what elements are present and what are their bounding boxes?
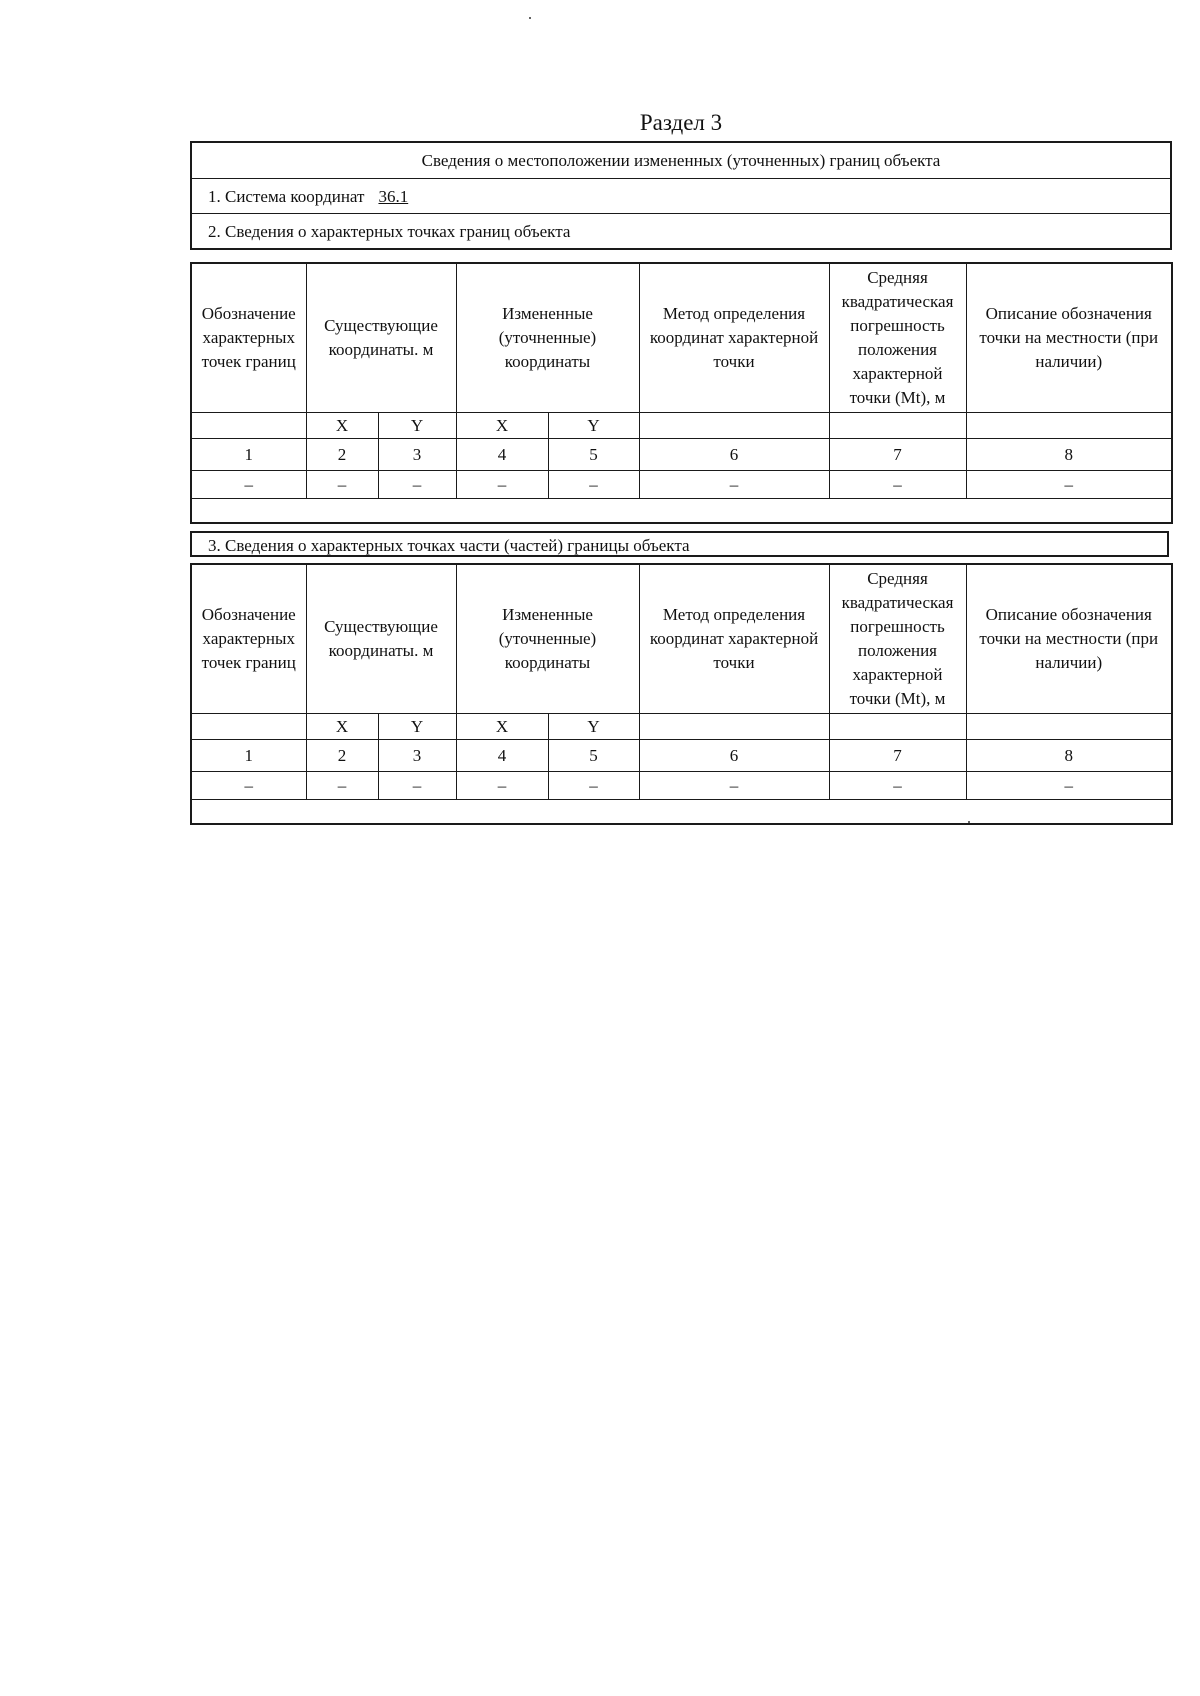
dash-cell: – bbox=[829, 772, 966, 800]
empty-cell bbox=[639, 714, 829, 740]
column-number: 2 bbox=[306, 740, 378, 772]
dash-cell: – bbox=[378, 772, 456, 800]
empty-cell bbox=[829, 413, 966, 439]
empty-cell bbox=[829, 714, 966, 740]
col-description: Описание обозначения точки на местности (при наличии) bbox=[966, 564, 1172, 714]
dash-cell: – bbox=[966, 471, 1172, 499]
empty-cell bbox=[639, 413, 829, 439]
column-numbers-row bbox=[191, 439, 1172, 471]
column-number: 8 bbox=[966, 439, 1172, 471]
column-number: 3 bbox=[378, 740, 456, 772]
y-label: Y bbox=[378, 413, 456, 439]
header-row bbox=[191, 564, 1172, 714]
x-label: X bbox=[456, 714, 548, 740]
data-row bbox=[191, 471, 1172, 499]
column-number: 1 bbox=[191, 439, 306, 471]
dash-cell: – bbox=[191, 471, 306, 499]
column-number: 4 bbox=[456, 439, 548, 471]
column-number: 3 bbox=[378, 439, 456, 471]
col-method: Метод определения координат характерной точки bbox=[639, 263, 829, 413]
col-error: Средняя квадратическая погрешность положения характерной точки (Mt), м bbox=[829, 564, 966, 714]
col-changed-coords: Измененные (уточненные) координаты bbox=[456, 263, 639, 413]
header-title: Сведения о местоположении измененных (уточненных) границ объекта bbox=[421, 151, 941, 170]
points-label: 2. Сведения о характерных точках границ объекта bbox=[192, 213, 1170, 248]
col-existing-coords: Существующие координаты. м bbox=[306, 564, 456, 714]
dash-cell: – bbox=[306, 471, 378, 499]
col-description: Описание обозначения точки на местности (при наличии) bbox=[966, 263, 1172, 413]
column-number: 5 bbox=[548, 439, 639, 471]
dash-cell: – bbox=[639, 471, 829, 499]
blank-cell bbox=[191, 800, 1172, 825]
column-number: 2 bbox=[306, 439, 378, 471]
xy-row bbox=[191, 413, 1172, 439]
dash-cell: – bbox=[639, 772, 829, 800]
col-method: Метод определения координат характерной точки bbox=[639, 564, 829, 714]
scan-speck bbox=[529, 17, 531, 19]
col-point-designation: Обозначение характерных точек границ bbox=[191, 263, 306, 413]
header-row bbox=[191, 263, 1172, 413]
col-point-designation: Обозначение характерных точек границ bbox=[191, 564, 306, 714]
col-existing-coords: Существующие координаты. м bbox=[306, 263, 456, 413]
column-numbers-row bbox=[191, 740, 1172, 772]
y-label: Y bbox=[548, 714, 639, 740]
section-title: Раздел 3 bbox=[639, 110, 723, 135]
column-number: 6 bbox=[639, 740, 829, 772]
column-number: 1 bbox=[191, 740, 306, 772]
empty-cell bbox=[966, 714, 1172, 740]
data-row bbox=[191, 772, 1172, 800]
column-number: 8 bbox=[966, 740, 1172, 772]
dash-cell: – bbox=[306, 772, 378, 800]
dash-cell: – bbox=[966, 772, 1172, 800]
x-label: X bbox=[306, 714, 378, 740]
dash-cell: – bbox=[378, 471, 456, 499]
dash-cell: – bbox=[456, 471, 548, 499]
x-label: X bbox=[456, 413, 548, 439]
section-header-box bbox=[190, 141, 1172, 250]
part-points-label: 3. Сведения о характерных точках части (частей) границы объекта bbox=[190, 531, 1169, 557]
y-label: Y bbox=[378, 714, 456, 740]
coord-system-row bbox=[192, 178, 1170, 213]
boundary-points-table bbox=[190, 262, 1173, 524]
empty-cell bbox=[966, 413, 1172, 439]
dash-cell: – bbox=[191, 772, 306, 800]
blank-cell bbox=[191, 499, 1172, 524]
column-number: 7 bbox=[829, 439, 966, 471]
column-number: 7 bbox=[829, 740, 966, 772]
y-label: Y bbox=[548, 413, 639, 439]
x-label: X bbox=[306, 413, 378, 439]
dash-cell: – bbox=[548, 471, 639, 499]
xy-row bbox=[191, 714, 1172, 740]
coord-system-value: 36.1 bbox=[378, 187, 409, 206]
dash-cell: – bbox=[456, 772, 548, 800]
column-number: 6 bbox=[639, 439, 829, 471]
coord-system-label: 1. Система координат bbox=[208, 187, 365, 206]
column-number: 5 bbox=[548, 740, 639, 772]
part-points-table bbox=[190, 563, 1173, 825]
empty-cell bbox=[191, 413, 306, 439]
column-number: 4 bbox=[456, 740, 548, 772]
col-error: Средняя квадратическая погрешность положения характерной точки (Mt), м bbox=[829, 263, 966, 413]
col-changed-coords: Измененные (уточненные) координаты bbox=[456, 564, 639, 714]
dash-cell: – bbox=[548, 772, 639, 800]
empty-cell bbox=[191, 714, 306, 740]
dash-cell: – bbox=[829, 471, 966, 499]
blank-row bbox=[191, 499, 1172, 524]
blank-row bbox=[191, 800, 1172, 825]
